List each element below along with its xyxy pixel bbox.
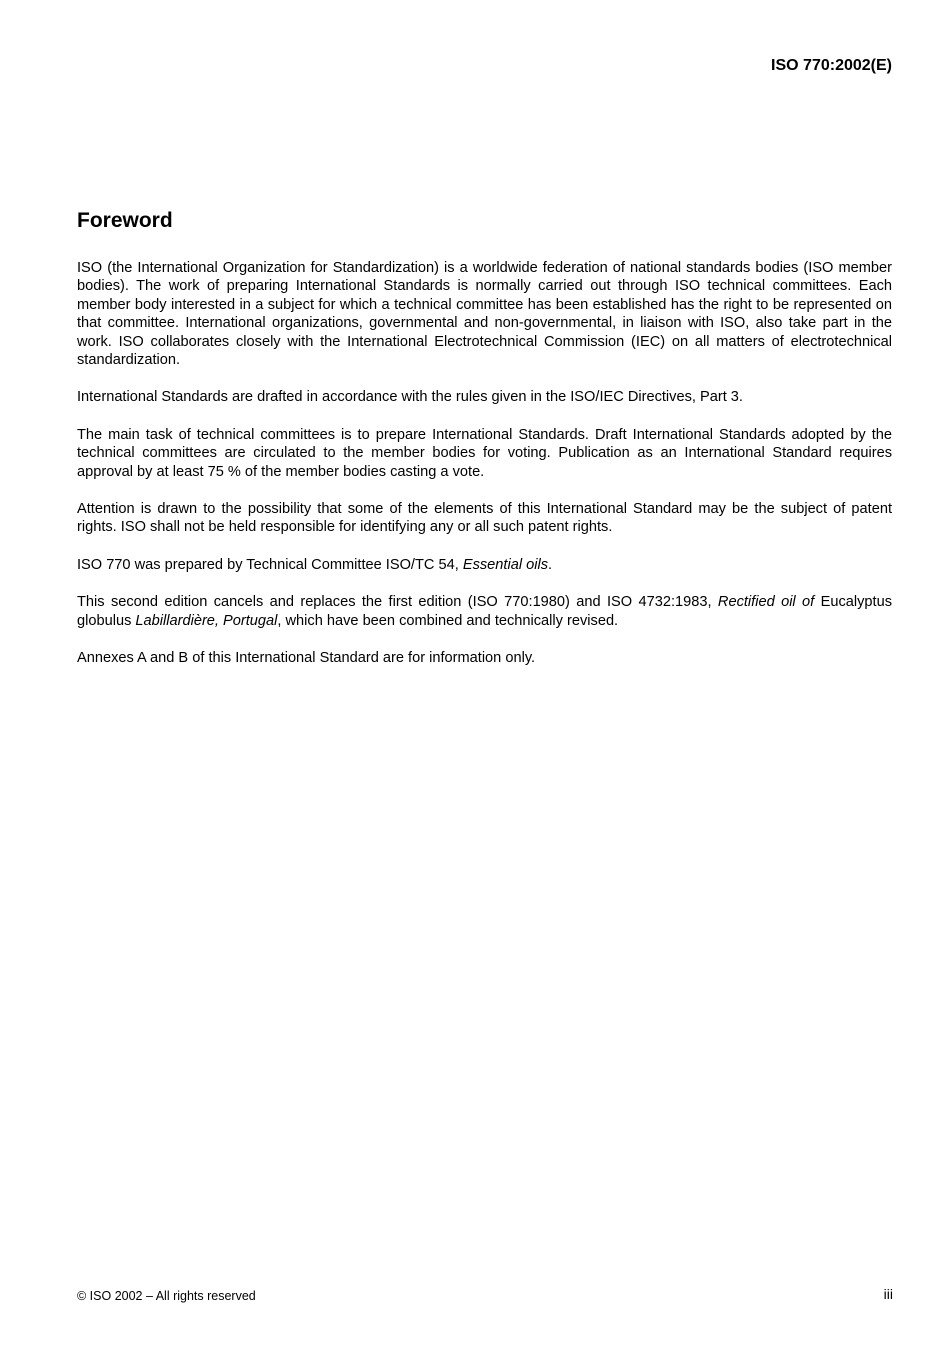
preparation-text: ISO 770 was prepared by Technical Committee ISO/TC 54, [77,556,463,573]
paragraph-preparation [77,556,892,574]
paragraph-directives: International Standards are drafted in accordance with the rules given in the ISO/IEC Directives, Part 3. [77,389,743,406]
replaced-standard-title: Rectified oil of [717,594,815,611]
document-id: ISO 770:2002(E) [771,57,892,74]
paragraph-patent-rights: Attention is drawn to the possibility that some of the elements of this International Standard may be the subject of patent rights. ISO shall not be held responsible for identifying any or all such patent rights. [77,501,892,536]
foreword-heading: Foreword [77,209,173,232]
paragraph-committee-task: The main task of technical committees is to prepare International Standards. Draft International Standards adopted by the technical committees are circulated to the member bodies for voting. Publication as an International Standard requires approval by at least 75 % of the member bodies casting a vote. [77,426,892,480]
paragraph-edition [77,593,892,630]
edition-end: , which have been combined and technically revised. [277,612,619,629]
edition-text: This second edition cancels and replaces the first edition (ISO 770:1980) and ISO 4732:1983, [77,594,718,611]
preparation-end: . [548,556,553,573]
paragraph-iso-overview: ISO (the International Organization for Standardization) is a worldwide federation of national standards bodies (ISO member bodies). The work of preparing International Standards is normally carried out through ISO technical committees. Each member body interested in a subject for which a technical committee has been established has the right to be represented on that committee. International organizations, governmental and non-governmental, in liaison with ISO, also take part in the work. ISO collaborates closely with the International Electrotechnical Commission (IEC) on all matters of electrotechnical standardization. [77,260,892,369]
foreword-section [77,207,892,687]
species-name: Eucalyptus globulus [77,594,892,629]
paragraph-annexes: Annexes A and B of this International Standard are for information only. [77,650,536,667]
copyright-notice: © ISO 2002 – All rights reserved [77,1289,256,1303]
species-origin: Labillardière, Portugal [135,612,278,629]
committee-name: Essential oils [462,556,549,573]
page-number: iii [883,1286,893,1302]
